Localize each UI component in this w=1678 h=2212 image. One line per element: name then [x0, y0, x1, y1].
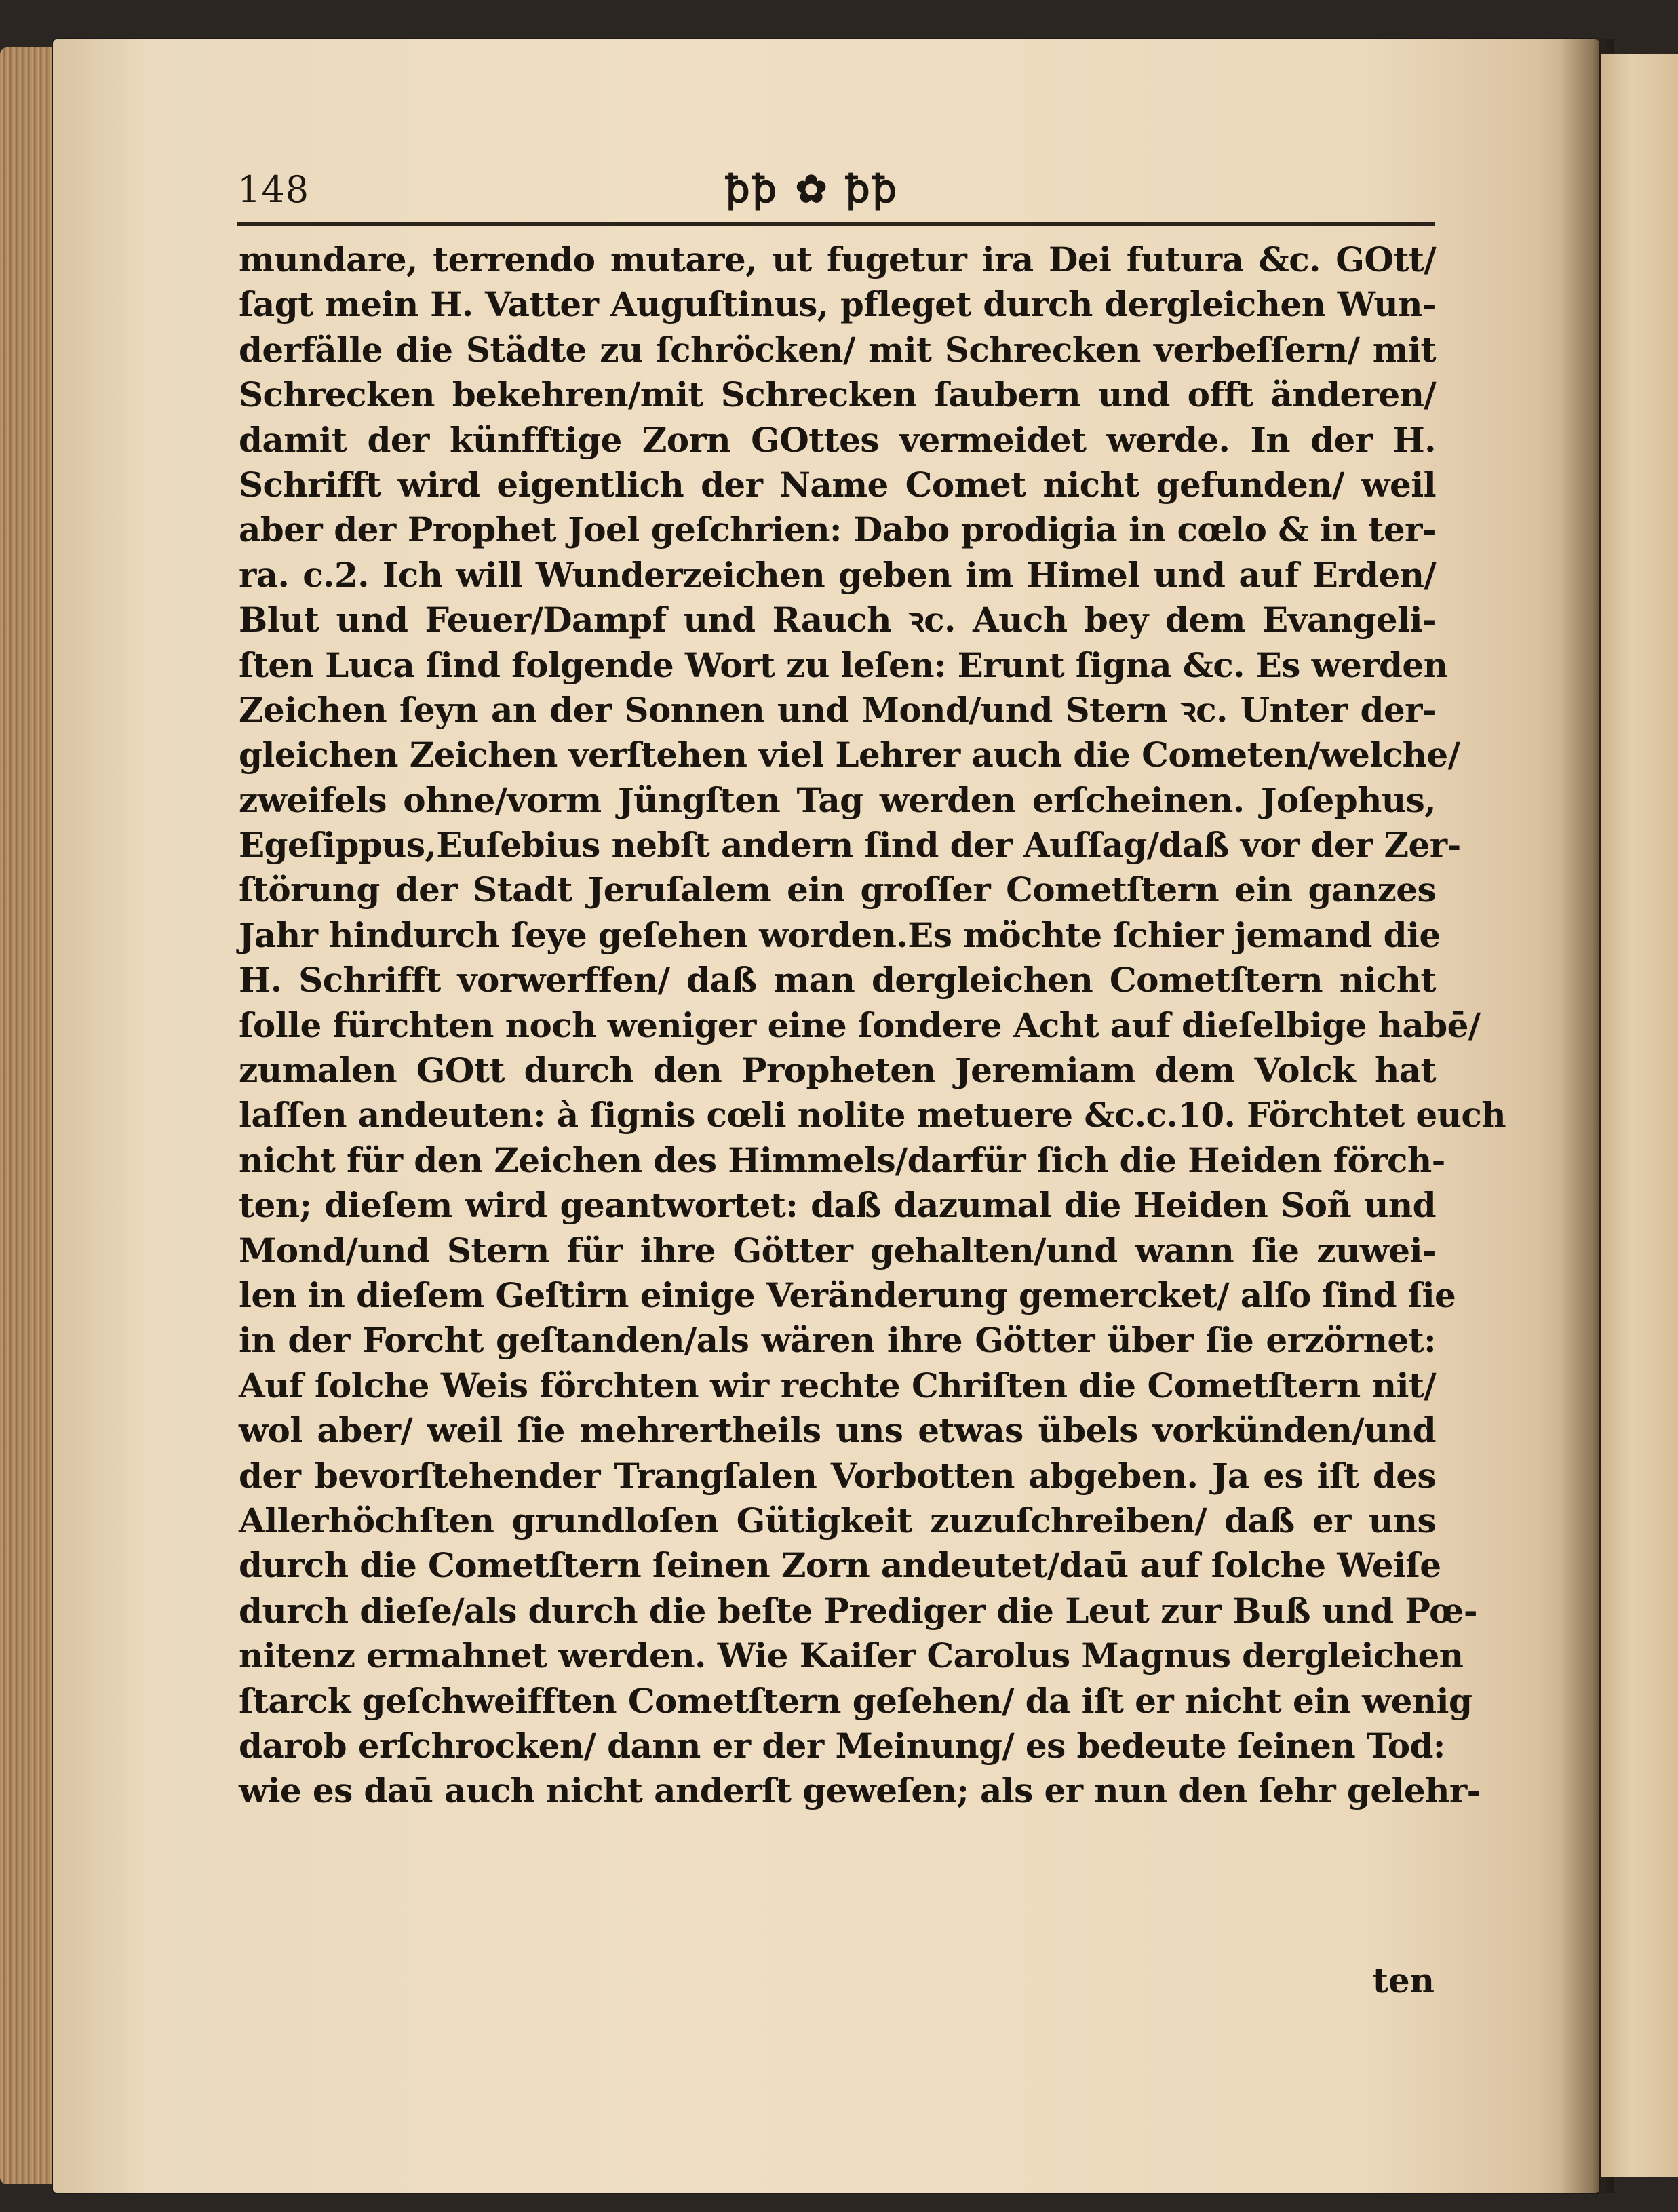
text-line: Zeichen ſeyn an der Sonnen und Mond/und Stern ꝛc. Unter der-: [239, 689, 1436, 730]
text-line: gleichen Zeichen verſtehen viel Lehrer auch die Cometen/welche/: [239, 735, 1460, 775]
text-line: durch dieſe/als durch die beſte Prediger die Leut zur Buß und Pœ-: [239, 1590, 1477, 1631]
text-line: Egeſippus,Euſebius nebſt andern ſind der Auſſag/daß vor der Zer-: [239, 825, 1461, 866]
text-line: laſſen andeuten: à ſignis cœli nolite metuere &c.c.10. Förchtet euch: [239, 1095, 1506, 1136]
text-line: der bevorſtehender Trangſalen Vorbotten abgeben. Ja es iſt des: [239, 1455, 1436, 1496]
header-ornament: ꝥꝥ ✿ ꝥꝥ: [726, 167, 900, 212]
text-line: in der Forcht geſtanden/als wären ihre Götter über ſie erzörnet:: [239, 1320, 1436, 1361]
text-line: ten; dieſem wird geantwortet: daß dazumal die Heiden Soñ und: [239, 1185, 1436, 1226]
text-line: Schrecken bekehren/mit Schrecken ſaubern und offt änderen/: [239, 374, 1436, 415]
facing-page-edge: [1601, 54, 1678, 2177]
text-line: H. Schrifft vorwerffen/ daß man dergleichen Cometſtern nicht: [239, 960, 1436, 1001]
text-line: wol aber/ weil ſie mehrertheils uns etwas übels vorkünden/und: [239, 1410, 1436, 1451]
text-line: Auf ſolche Weis förchten wir rechte Chriſten die Cometſtern nit/: [239, 1365, 1436, 1405]
text-line: Allerhöchſten grundloſen Gütigkeit zuzuſchreiben/ daß er uns: [239, 1500, 1436, 1540]
text-line: zweifels ohne/vorm Jüngſten Tag werden erſcheinen. Joſephus,: [239, 779, 1436, 820]
text-line: ſtörung der Stadt Jeruſalem ein groſſer Cometſtern ein ganzes: [239, 870, 1436, 910]
text-line: Blut und Feuer/Dampf und Rauch ꝛc. Auch bey dem Evangeli-: [239, 600, 1436, 640]
text-line: durch die Cometſtern ſeinen Zorn andeutet/daū auf ſolche Weiſe: [239, 1545, 1441, 1586]
text-line: mundare, terrendo mutare, ut fugetur ira Dei futura &c. GOtt/: [239, 239, 1436, 279]
text-line: Jahr hindurch ſeye geſehen worden.Es möchte ſchier jemand die: [239, 914, 1441, 955]
text-line: aber der Prophet Joel geſchrien: Dabo prodigia in cœlo & in ter-: [239, 509, 1436, 550]
text-line: len in dieſem Geſtirn einige Veränderung gemercket/ alſo ſind ſie: [239, 1275, 1456, 1315]
text-line: ſtarck geſchweifften Cometſtern geſehen/ da iſt er nicht ein wenig: [239, 1680, 1472, 1721]
text-line: Mond/und Stern für ihre Götter gehalten/und wann ſie zuwei-: [239, 1230, 1436, 1270]
text-line: darob erſchrocken/ dann er der Meinung/ es bedeute ſeinen Tod:: [239, 1725, 1445, 1766]
header-rule: [237, 222, 1435, 226]
running-head: [237, 163, 1445, 217]
text-line: ſolle fürchten noch weniger eine ſondere Acht auf dieſelbige habē/: [239, 1005, 1481, 1045]
text-line: Schrifft wird eigentlich der Name Comet nicht gefunden/ weil: [239, 464, 1436, 505]
body-text: [239, 237, 1506, 1814]
text-line: ſten Luca ſind folgende Wort zu leſen: Erunt ſigna &c. Es werden: [239, 644, 1448, 685]
text-line: nitenz ermahnet werden. Wie Kaiſer Carolus Magnus dergleichen: [239, 1635, 1464, 1676]
text-line: derfälle die Städte zu ſchröcken/ mit Schrecken verbeſſern/ mit: [239, 329, 1436, 370]
text-line: nicht für den Zeichen des Himmels/darfür ſich die Heiden förch-: [239, 1140, 1445, 1180]
text-line: ra. c.2. Ich will Wunderzeichen geben im Himel und auf Erden/: [239, 554, 1436, 595]
text-line: zumalen GOtt durch den Propheten Jeremiam dem Volck hat: [239, 1050, 1436, 1091]
text-line: ſagt mein H. Vatter Auguſtinus, pfleget durch dergleichen Wun-: [239, 284, 1436, 325]
text-line: damit der künfftige Zorn GOttes vermeidet werde. In der H.: [239, 419, 1436, 460]
catchword: ten: [1372, 1960, 1435, 2000]
page-number: 148: [237, 168, 310, 211]
text-line: wie es daū auch nicht anderſt geweſen; als er nun den ſehr gelehr-: [239, 1770, 1481, 1811]
